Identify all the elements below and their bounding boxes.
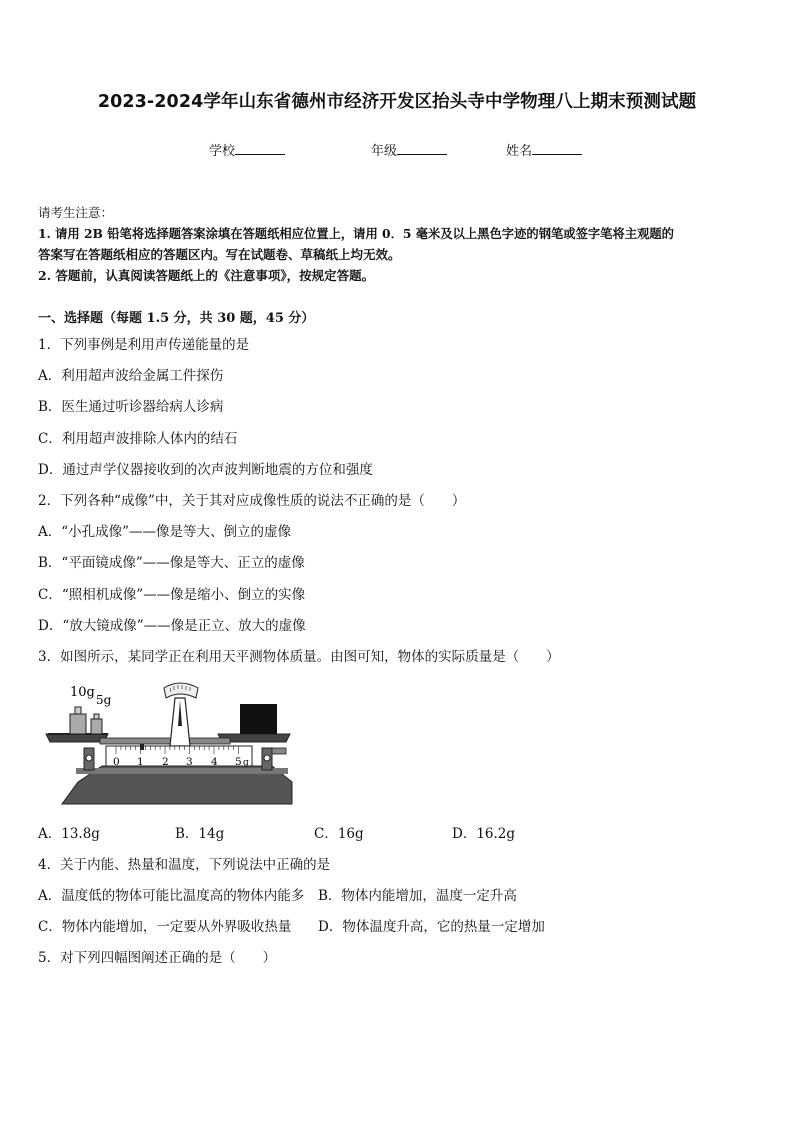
school-label: 学校 bbox=[209, 144, 236, 159]
q3-option-c[interactable]: C．16g bbox=[314, 826, 364, 842]
q1-option-c[interactable]: C．利用超声波排除人体内的结石 bbox=[38, 431, 238, 447]
school-field[interactable] bbox=[209, 140, 285, 159]
notice-line-1: 1. 请用 2B 铅笔将选择题答案涂填在答题纸相应位置上，请用 0．5 毫米及以上黑色字迹的钢笔或签字笔将主观题的 bbox=[38, 226, 674, 241]
page-title: 2023-2024学年山东省德州市经济开发区抬头寺中学物理八上期末预测试题 bbox=[97, 92, 697, 112]
q2-stem: 2．下列各种“成像”中，关于其对应成像性质的说法不正确的是（ ） bbox=[38, 493, 466, 509]
scale-tick-2: 2 bbox=[162, 756, 169, 768]
object-block bbox=[240, 704, 277, 734]
q2-option-b[interactable]: B．“平面镜成像”——像是等大、正立的虚像 bbox=[38, 555, 305, 571]
q4-option-a[interactable]: A．温度低的物体可能比温度高的物体内能多 bbox=[38, 888, 305, 904]
name-label: 姓名 bbox=[506, 144, 533, 159]
dial bbox=[164, 683, 198, 698]
q2-option-a[interactable]: A．“小孔成像”——像是等大、倒立的虚像 bbox=[38, 524, 292, 540]
q3-stem: 3．如图所示，某同学正在利用天平测物体质量。由图可知，物体的实际质量是（ ） bbox=[38, 649, 560, 665]
scale-tick-0: 0 bbox=[113, 756, 120, 768]
q4-option-b[interactable]: B．物体内能增加，温度一定升高 bbox=[318, 888, 517, 904]
q4-option-d[interactable]: D．物体温度升高，它的热量一定增加 bbox=[318, 919, 545, 935]
q3-option-d[interactable]: D．16.2g bbox=[452, 826, 516, 842]
scale-unit: g bbox=[243, 758, 249, 768]
name-field[interactable] bbox=[506, 140, 582, 159]
balance-nut[interactable] bbox=[272, 748, 286, 754]
grade-blank[interactable] bbox=[397, 142, 447, 155]
right-screw[interactable] bbox=[264, 755, 270, 761]
balance-figure bbox=[40, 676, 302, 806]
q3-option-b[interactable]: B．14g bbox=[175, 826, 225, 842]
q2-option-d[interactable]: D．“放大镜成像”——像是正立、放大的虚像 bbox=[38, 618, 306, 634]
q4-stem: 4．关于内能、热量和温度，下列说法中正确的是 bbox=[38, 857, 331, 873]
balance-base-top bbox=[76, 768, 288, 774]
left-pan bbox=[46, 734, 108, 742]
q5-stem: 5．对下列四幅图阐述正确的是（ ） bbox=[38, 950, 277, 966]
q2-option-c[interactable]: C．“照相机成像”——像是缩小、倒立的实像 bbox=[38, 587, 306, 603]
grade-label: 年级 bbox=[371, 144, 398, 159]
notice-heading: 请考生注意： bbox=[38, 205, 114, 220]
q1-option-b[interactable]: B．医生通过听诊器给病人诊病 bbox=[38, 399, 224, 415]
notice-line-2: 答案写在答题纸相应的答题区内。写在试题卷、草稿纸上均无效。 bbox=[38, 247, 401, 262]
q4-option-c[interactable]: C．物体内能增加，一定要从外界吸收热量 bbox=[38, 919, 292, 935]
weight-5g-label: 5g bbox=[96, 693, 112, 707]
rider-scale bbox=[106, 746, 252, 766]
name-blank[interactable] bbox=[532, 142, 582, 155]
weight-10g-body bbox=[70, 714, 86, 734]
q1-option-d[interactable]: D．通过声学仪器接收到的次声波判断地震的方位和强度 bbox=[38, 462, 373, 478]
weight-10g-label: 10g bbox=[70, 685, 95, 700]
notice-line-3: 2. 答题前，认真阅读答题纸上的《注意事项》，按规定答题。 bbox=[38, 268, 375, 283]
scale-tick-5: 5 bbox=[235, 756, 242, 768]
rider[interactable] bbox=[140, 744, 144, 750]
q1-stem: 1．下列事例是利用声传递能量的是 bbox=[38, 337, 250, 353]
beam bbox=[100, 738, 230, 744]
grade-field[interactable] bbox=[371, 140, 447, 159]
weight-5g-body bbox=[91, 719, 102, 734]
scale-tick-3: 3 bbox=[186, 756, 193, 768]
scale-tick-4: 4 bbox=[211, 756, 218, 768]
scale-tick-1: 1 bbox=[137, 756, 144, 768]
school-blank[interactable] bbox=[235, 142, 285, 155]
left-screw[interactable] bbox=[86, 755, 92, 761]
q3-option-a[interactable]: A．13.8g bbox=[38, 826, 100, 842]
q1-option-a[interactable]: A．利用超声波给金属工件探伤 bbox=[38, 368, 224, 384]
section-heading: 一、选择题（每题 1.5 分，共 30 题，45 分） bbox=[38, 311, 315, 326]
